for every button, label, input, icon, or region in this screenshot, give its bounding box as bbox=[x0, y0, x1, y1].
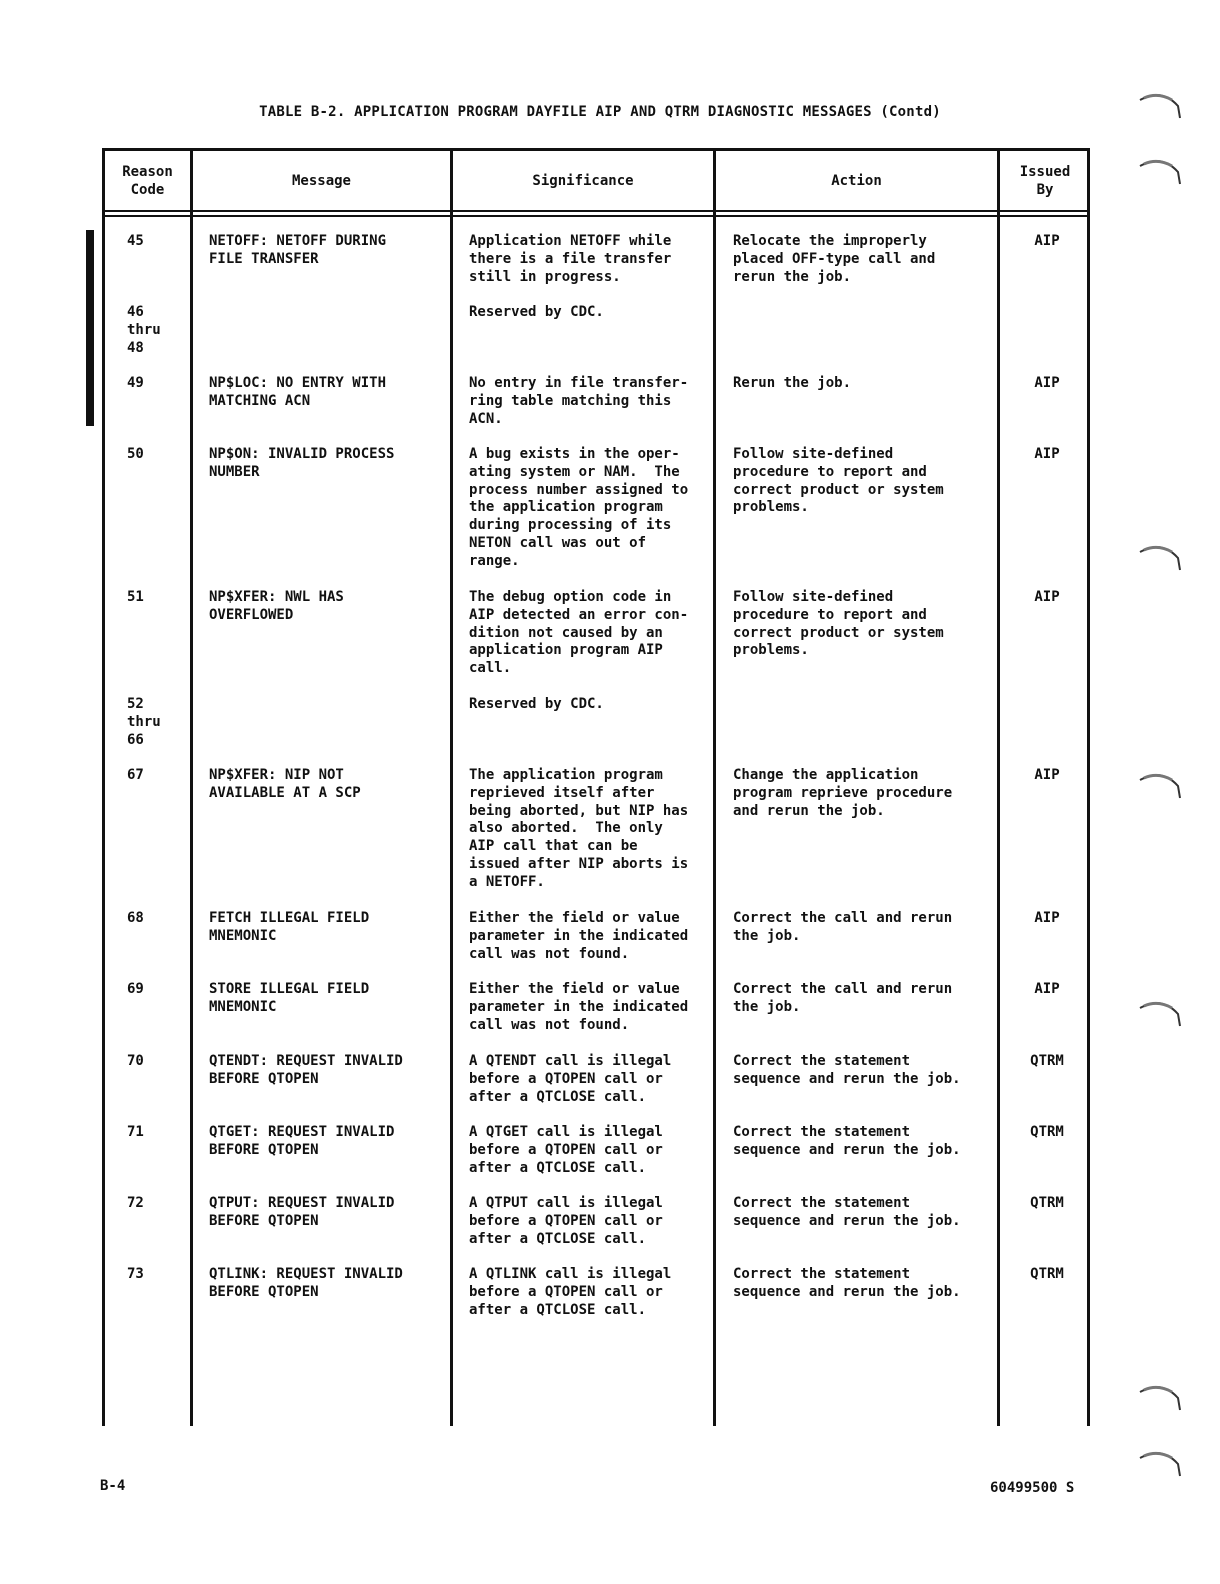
binder-hole-icon bbox=[1138, 154, 1184, 194]
binder-hole-icon bbox=[1138, 1380, 1184, 1420]
reason-code: 49 bbox=[127, 375, 144, 391]
significance-text: No entry in file transfer- ring table matching this ACN. bbox=[469, 375, 689, 427]
binder-hole-icon bbox=[1138, 540, 1184, 580]
significance-text: A QTLINK call is illegal before a QTOPEN call or after a QTCLOSE call. bbox=[469, 1266, 672, 1318]
action-text: Correct the call and rerun the job. bbox=[733, 981, 953, 1015]
header-rule bbox=[105, 215, 1087, 217]
table-title: TABLE B-2. APPLICATION PROGRAM DAYFILE AIP AND QTRM DIAGNOSTIC MESSAGES (Contd) bbox=[259, 104, 941, 120]
significance-text: Reserved by CDC. bbox=[469, 304, 604, 320]
document-number: 60499500 S bbox=[990, 1480, 1075, 1496]
issued-by: AIP bbox=[1034, 446, 1060, 462]
reason-code: 51 bbox=[127, 589, 144, 605]
issued-by: QTRM bbox=[1030, 1053, 1064, 1069]
reason-code: 73 bbox=[127, 1266, 144, 1282]
message-text: QTGET: REQUEST INVALID BEFORE QTOPEN bbox=[209, 1124, 395, 1158]
issued-by: AIP bbox=[1034, 910, 1060, 926]
header-rule bbox=[105, 210, 1087, 212]
header-reason-code: Reason Code bbox=[122, 163, 173, 198]
message-text: NP$ON: INVALID PROCESS NUMBER bbox=[209, 446, 395, 480]
action-text: Rerun the job. bbox=[733, 375, 852, 391]
action-text: Correct the statement sequence and rerun the job. bbox=[733, 1266, 961, 1300]
significance-text: The application program reprieved itself after being aborted, but NIP has also aborted. The only AIP call that can be issued after NIP aborts is a NETOFF. bbox=[469, 767, 689, 890]
issued-by: AIP bbox=[1034, 233, 1060, 249]
reason-code: 71 bbox=[127, 1124, 144, 1140]
revision-change-bar bbox=[86, 230, 94, 426]
binder-hole-icon bbox=[1138, 996, 1184, 1036]
issued-by: AIP bbox=[1034, 589, 1060, 605]
significance-text: A bug exists in the oper- ating system or NAM. The process number assigned to the application program during processing of its NETON call was out of range. bbox=[469, 446, 689, 569]
action-text: Correct the statement sequence and rerun the job. bbox=[733, 1124, 961, 1158]
significance-text: Reserved by CDC. bbox=[469, 696, 604, 712]
significance-text: A QTPUT call is illegal before a QTOPEN call or after a QTCLOSE call. bbox=[469, 1195, 663, 1247]
issued-by: QTRM bbox=[1030, 1195, 1064, 1211]
header-significance: Significance bbox=[532, 172, 634, 189]
significance-text: A QTGET call is illegal before a QTOPEN call or after a QTCLOSE call. bbox=[469, 1124, 663, 1176]
action-text: Correct the statement sequence and rerun the job. bbox=[733, 1195, 961, 1229]
reason-code: 67 bbox=[127, 767, 144, 783]
message-text: QTPUT: REQUEST INVALID BEFORE QTOPEN bbox=[209, 1195, 395, 1229]
reason-code: 45 bbox=[127, 233, 144, 249]
significance-text: Application NETOFF while there is a file transfer still in progress. bbox=[469, 233, 672, 285]
reason-code: 70 bbox=[127, 1053, 144, 1069]
action-text: Correct the statement sequence and rerun the job. bbox=[733, 1053, 961, 1087]
significance-text: A QTENDT call is illegal before a QTOPEN call or after a QTCLOSE call. bbox=[469, 1053, 672, 1105]
column-divider bbox=[190, 151, 193, 1426]
message-text: QTLINK: REQUEST INVALID BEFORE QTOPEN bbox=[209, 1266, 403, 1300]
diagnostic-table bbox=[102, 148, 1090, 1426]
message-text: QTENDT: REQUEST INVALID BEFORE QTOPEN bbox=[209, 1053, 403, 1087]
message-text: NP$XFER: NIP NOT AVAILABLE AT A SCP bbox=[209, 767, 361, 801]
significance-text: Either the field or value parameter in the indicated call was not found. bbox=[469, 910, 689, 962]
page-number: B-4 bbox=[100, 1478, 126, 1494]
header-issued-by: Issued By bbox=[1019, 163, 1071, 198]
message-text: STORE ILLEGAL FIELD MNEMONIC bbox=[209, 981, 370, 1015]
significance-text: The debug option code in AIP detected an error con- dition not caused by an application program AIP call. bbox=[469, 589, 689, 677]
message-text: FETCH ILLEGAL FIELD MNEMONIC bbox=[209, 910, 370, 944]
issued-by: AIP bbox=[1034, 767, 1060, 783]
header-action: Action bbox=[831, 172, 882, 189]
reason-code: 68 bbox=[127, 910, 144, 926]
message-text: NP$LOC: NO ENTRY WITH MATCHING ACN bbox=[209, 375, 387, 409]
action-text: Follow site-defined procedure to report and correct product or system problems. bbox=[733, 589, 944, 659]
reason-code: 72 bbox=[127, 1195, 144, 1211]
action-text: Follow site-defined procedure to report and correct product or system problems. bbox=[733, 446, 944, 516]
message-text: NETOFF: NETOFF DURING FILE TRANSFER bbox=[209, 233, 387, 267]
reason-code: 52 thru 66 bbox=[127, 696, 161, 748]
issued-by: QTRM bbox=[1030, 1266, 1064, 1282]
binder-hole-icon bbox=[1138, 768, 1184, 808]
reason-code: 69 bbox=[127, 981, 144, 997]
reason-code: 46 thru 48 bbox=[127, 304, 161, 356]
header-message: Message bbox=[291, 172, 351, 189]
issued-by: AIP bbox=[1034, 981, 1060, 997]
reason-code: 50 bbox=[127, 446, 144, 462]
action-text: Relocate the improperly placed OFF-type call and rerun the job. bbox=[733, 233, 936, 285]
action-text: Correct the call and rerun the job. bbox=[733, 910, 953, 944]
message-text: NP$XFER: NWL HAS OVERFLOWED bbox=[209, 589, 344, 623]
action-text: Change the application program reprieve procedure and rerun the job. bbox=[733, 767, 953, 819]
binder-hole-icon bbox=[1138, 1446, 1184, 1486]
issued-by: AIP bbox=[1034, 375, 1060, 391]
significance-text: Either the field or value parameter in the indicated call was not found. bbox=[469, 981, 689, 1033]
binder-hole-icon bbox=[1138, 88, 1184, 128]
issued-by: QTRM bbox=[1030, 1124, 1064, 1140]
